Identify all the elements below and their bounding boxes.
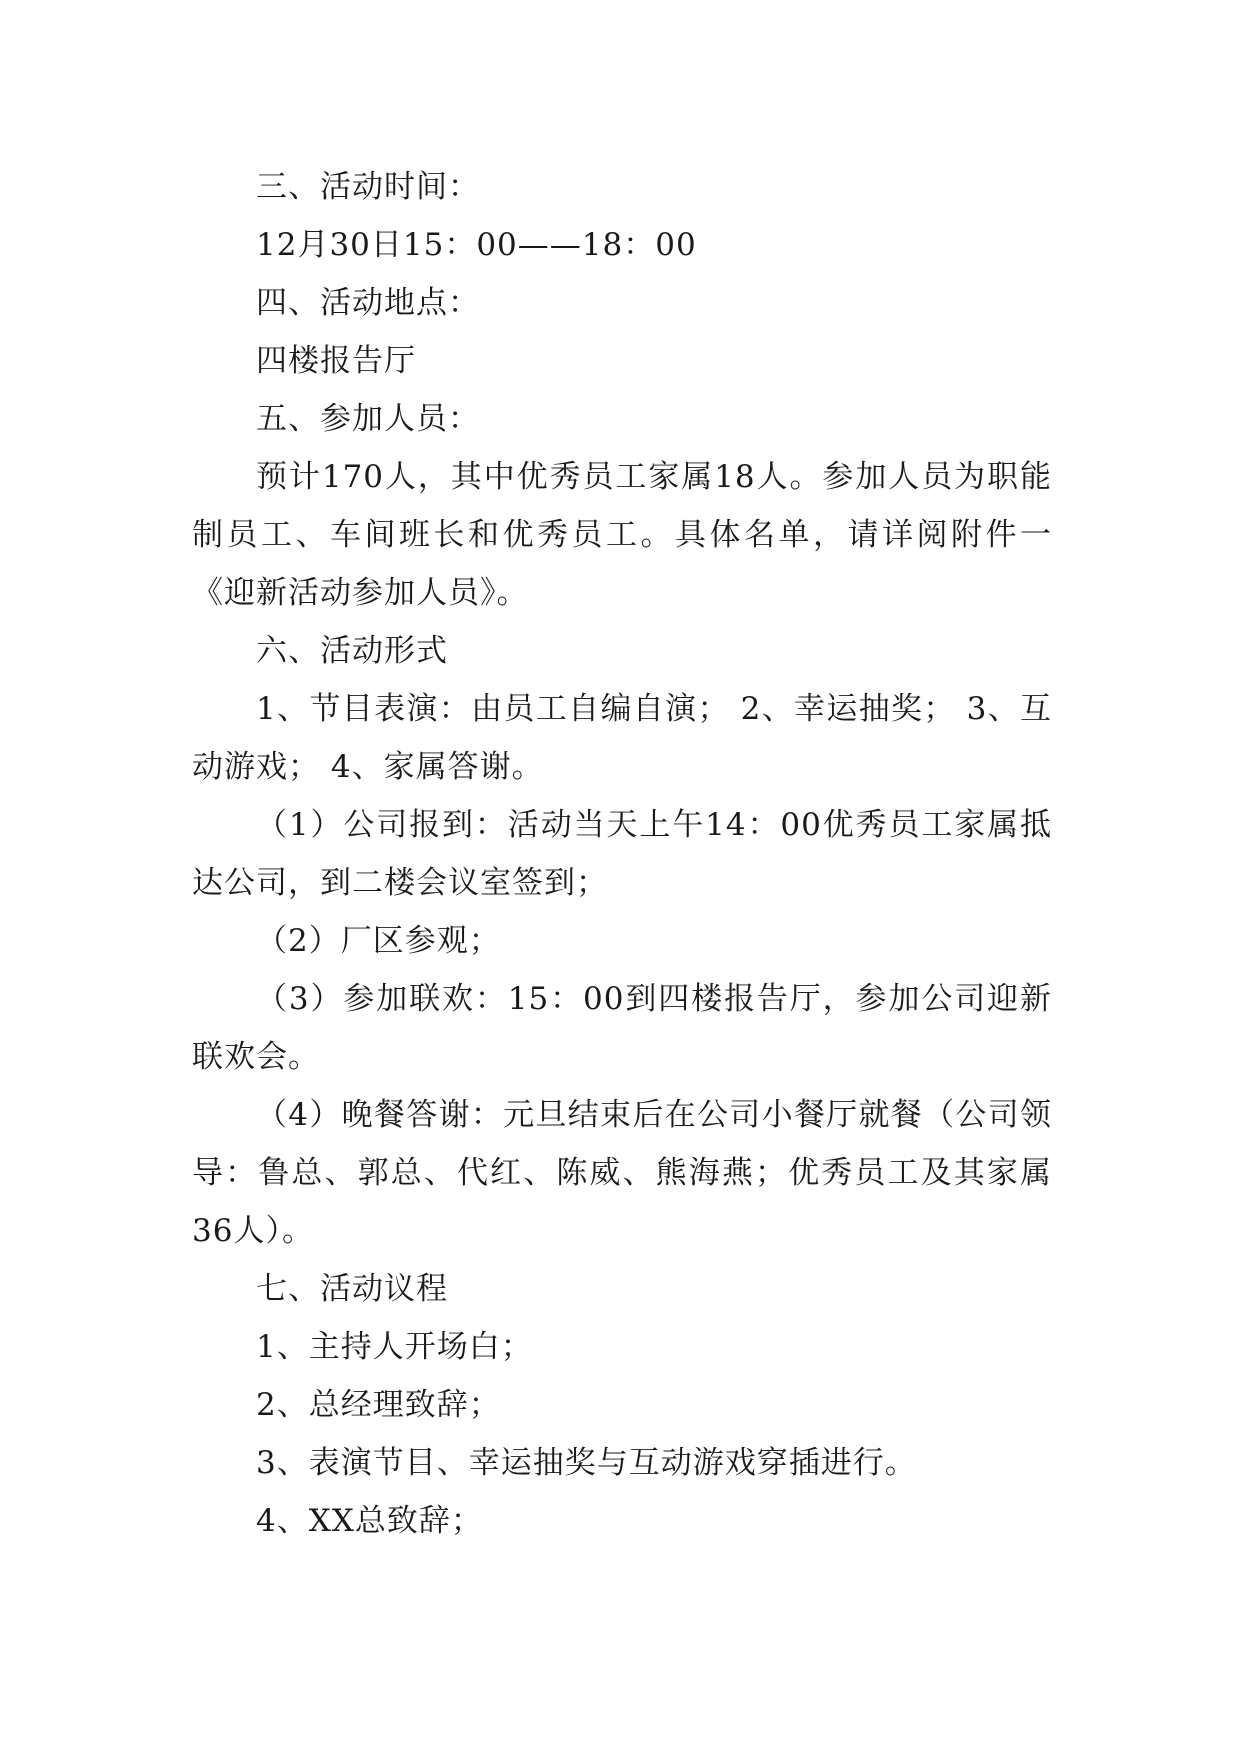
document-body [192, 158, 1052, 1550]
format-item-3: （3）参加联欢：15：00到四楼报告厅，参加公司迎新联欢会。 [192, 981, 1052, 1075]
section-heading-format: 六、活动形式 [256, 633, 448, 669]
agenda-item-1: 1、主持人开场白； [256, 1329, 533, 1365]
agenda-item-2: 2、总经理致辞； [256, 1387, 501, 1423]
event-time-text: 12月30日15：00——18：00 [256, 227, 697, 263]
agenda-item-3: 3、表演节目、幸运抽奖与互动游戏穿插进行。 [256, 1445, 917, 1481]
agenda-item-4: 4、XX总致辞； [256, 1503, 483, 1539]
section-heading-participants: 五、参加人员： [256, 401, 480, 437]
format-item-4: （4）晚餐答谢：元旦结束后在公司小餐厅就餐（公司领导：鲁总、郭总、代红、陈威、熊海燕；优秀员工及其家属36人）。 [192, 1097, 1052, 1249]
format-item-2: （2）厂区参观； [256, 923, 501, 959]
section-heading-location: 四、活动地点： [256, 285, 480, 321]
participants-paragraph: 预计170人，其中优秀员工家属18人。参加人员为职能制员工、车间班长和优秀员工。具体名单，请详阅附件一《迎新活动参加人员》。 [192, 459, 1052, 611]
format-item-1: （1）公司报到：活动当天上午14：00优秀员工家属抵达公司，到二楼会议室签到； [192, 807, 1052, 901]
section-heading-agenda: 七、活动议程 [256, 1271, 448, 1307]
event-location-text: 四楼报告厅 [256, 343, 416, 379]
format-paragraph: 1、节目表演：由员工自编自演； 2、幸运抽奖； 3、互动游戏； 4、家属答谢。 [192, 691, 1052, 785]
section-heading-time: 三、活动时间： [256, 169, 480, 205]
